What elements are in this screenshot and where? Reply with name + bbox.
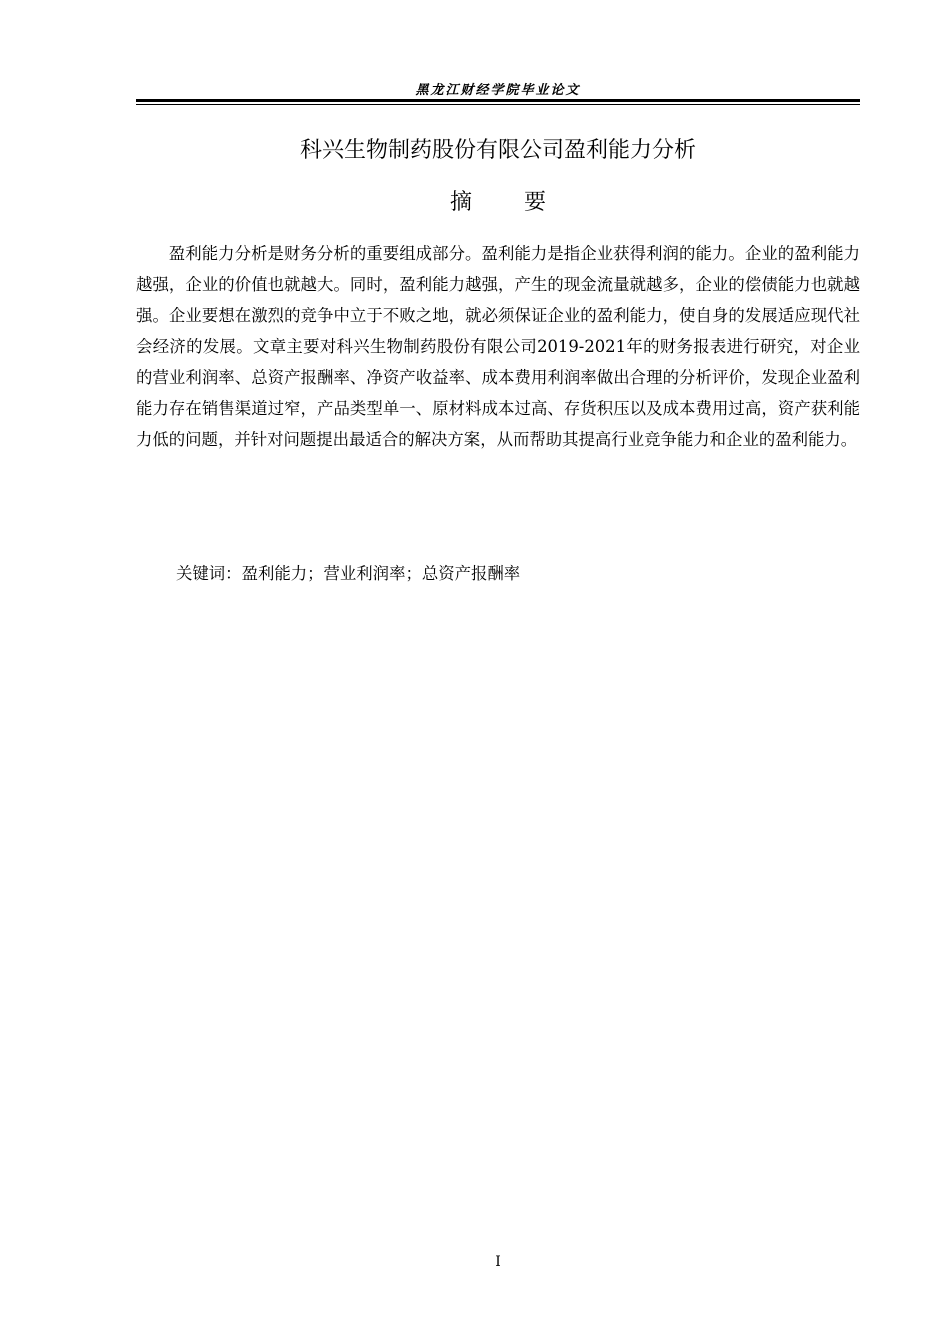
abstract-heading-char-2: 要 [524,190,547,215]
keywords-value: 盈利能力；营业利润率；总资产报酬率 [241,564,521,583]
abstract-body: 盈利能力分析是财务分析的重要组成部分。盈利能力是指企业获得利润的能力。企业的盈利能力越强，企业的价值也就越大。同时，盈利能力越强，产生的现金流量就越多，企业的偿债能力也就越强。企业要想在激烈的竞争中立于不败之地，就必须保证企业的盈利能力，使自身的发展适应现代社会经济的发展。文章主要对科兴生物制药股份有限公司2019-2021年的财务报表进行研究，对企业的营业利润率、总资产报酬率、净资产收益率、成本费用利润率做出合理的分析评价，发现企业盈利能力存在销售渠道过窄，产品类型单一、原材料成本过高、存货积压以及成本费用过高，资产获利能力低的问题，并针对问题提出最适合的解决方案，从而帮助其提高行业竞争能力和企业的盈利能力。 [136,244,860,449]
abstract-heading [136,185,860,216]
abstract-heading-char-1: 摘 [449,190,472,215]
page-number: I [495,1254,501,1270]
keywords-line [176,560,520,584]
paper-title: 科兴生物制药股份有限公司盈利能力分析 [299,138,696,163]
running-header: 黑龙江财经学院毕业论文 [415,83,581,98]
keywords-label: 关键词： [176,564,242,583]
header-rule-thick [136,99,860,102]
header-rule-thin [136,104,860,105]
